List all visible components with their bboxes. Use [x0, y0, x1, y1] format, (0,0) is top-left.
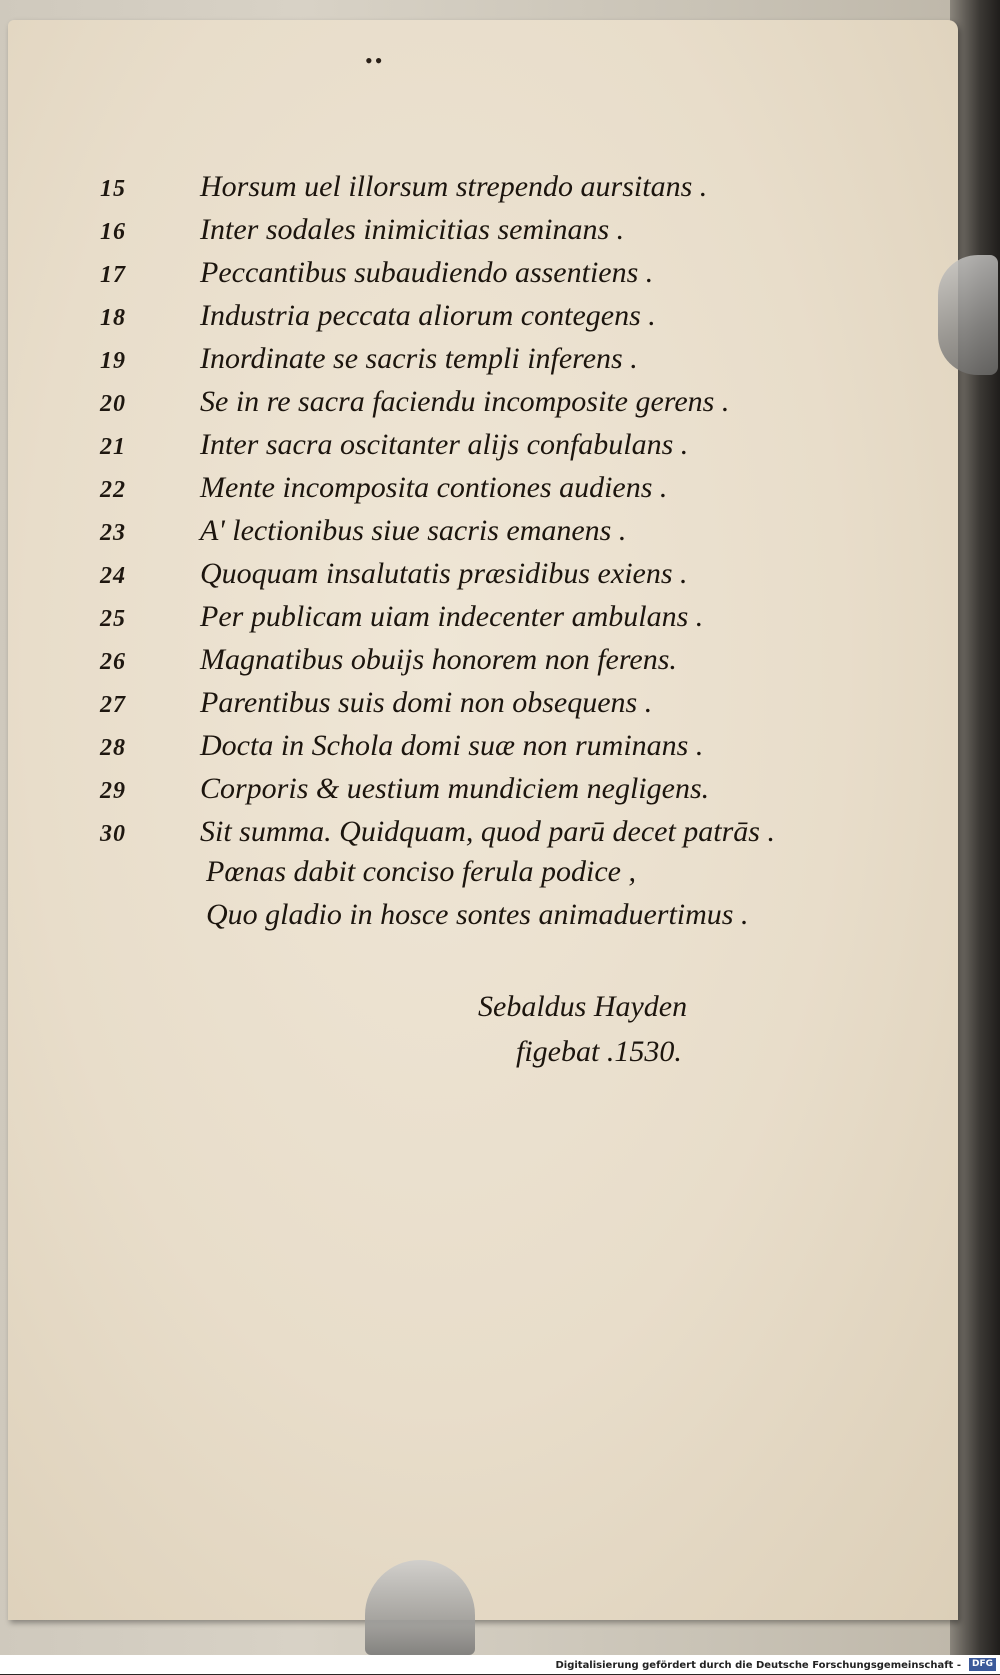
- page-clip-right: [938, 255, 998, 375]
- verse-line: [100, 643, 860, 686]
- page-header-mark: ••: [365, 48, 385, 73]
- verse-text: Corporis & uestium mundiciem negligens.: [200, 772, 710, 805]
- verse-number: 18: [100, 305, 126, 331]
- verse-number: 24: [100, 563, 126, 589]
- verse-text: Inter sodales inimicitias seminans .: [200, 213, 625, 246]
- closing-line: Quo gladio in hosce sontes animaduertimus .: [206, 898, 749, 931]
- verse-number: 21: [100, 434, 126, 460]
- closing-line: Pœnas dabit concisо ferula podice ,: [206, 855, 636, 888]
- verse-line: [100, 686, 860, 729]
- verse-number: 28: [100, 735, 126, 761]
- closing-lines: [206, 855, 748, 941]
- verse-number: 26: [100, 649, 126, 675]
- verse-text: Horsum uel illorsum strependo aursitans .: [200, 170, 708, 203]
- verse-text: Industria peccata aliorum contegens .: [200, 299, 656, 332]
- verse-line: [100, 514, 860, 557]
- verse-text: Per publicam uiam indecenter ambulans .: [200, 600, 704, 633]
- verse-line: [100, 557, 860, 600]
- verse-text: Docta in Schola domi suæ non ruminans .: [200, 729, 704, 762]
- verse-text: Se in re sacra faciendu incomposite gerens .: [200, 385, 730, 418]
- dfg-logo-icon: DFG: [969, 1658, 996, 1671]
- verse-text: Inordinate se sacris templi inferens .: [200, 342, 638, 375]
- book-page: [8, 20, 958, 1620]
- verse-number: 17: [100, 262, 126, 288]
- signature-date: figebat .1530.: [516, 1035, 682, 1068]
- verse-number: 30: [100, 821, 126, 847]
- verse-number: 27: [100, 692, 126, 718]
- verse-line: [100, 385, 860, 428]
- verse-number: 20: [100, 391, 126, 417]
- verse-line: [100, 729, 860, 772]
- verse-number: 22: [100, 477, 126, 503]
- verse-text: A' lectionibus siue sacris emanens .: [200, 514, 627, 547]
- verse-text: Quoquam insalutatis præsidibus exiens .: [200, 557, 688, 590]
- verse-number: 29: [100, 778, 126, 804]
- verse-line: [100, 256, 860, 299]
- verse-text: Magnatibus obuijs honorem non ferens.: [200, 643, 677, 676]
- verse-line: [100, 213, 860, 256]
- verse-text: Mente incomposita contiones audiens .: [200, 471, 668, 504]
- verse-text: Peccantibus subaudiendo assentiens .: [200, 256, 654, 289]
- verse-number: 25: [100, 606, 126, 632]
- verse-line: [100, 600, 860, 643]
- verse-text: Sit summa. Quidquam, quod parū decet patrās .: [200, 815, 775, 848]
- verse-number: 23: [100, 520, 126, 546]
- verse-line: [100, 299, 860, 342]
- verse-line: [100, 428, 860, 471]
- verse-text: Inter sacra oscitanter alijs confabulans .: [200, 428, 689, 461]
- signature-name: Sebaldus Hayden: [478, 990, 688, 1023]
- verse-text: Parentibus suis domi non obsequens .: [200, 686, 653, 719]
- verse-line: [100, 772, 860, 815]
- verse-number: 16: [100, 219, 126, 245]
- verse-line: [100, 342, 860, 385]
- verse-list: [100, 170, 860, 858]
- verse-number: 15: [100, 176, 126, 202]
- verse-number: 19: [100, 348, 126, 374]
- digitization-footer: [0, 1655, 1000, 1674]
- verse-line: [100, 170, 860, 213]
- verse-line: [100, 815, 860, 858]
- funding-credit: Digitalisierung gefördert durch die Deutsche Forschungsgemeinschaft -: [555, 1660, 961, 1671]
- verse-line: [100, 471, 860, 514]
